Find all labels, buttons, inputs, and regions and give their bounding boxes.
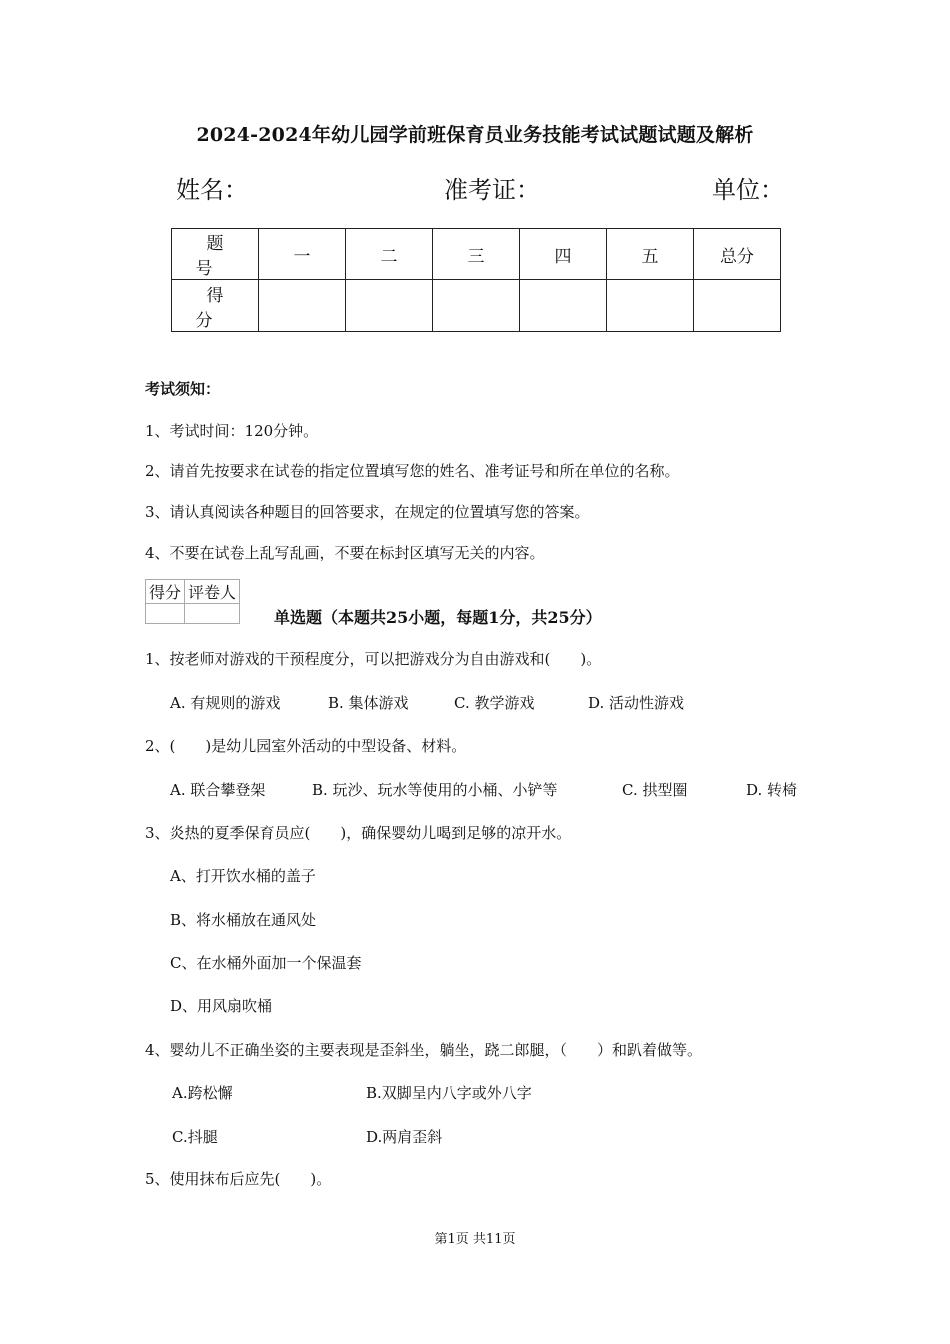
q2-option-a: A. 联合攀登架 <box>170 781 266 799</box>
q3-option-d: D、用风扇吹桶 <box>170 997 273 1015</box>
q1-option-a: A. 有规则的游戏 <box>170 694 281 712</box>
score-table-cell: 二 <box>346 229 433 280</box>
q4-option-c: C.抖腿 <box>172 1128 218 1146</box>
page-footer: 第1页 共11页 <box>434 1232 516 1247</box>
score-table-cell: 一 <box>259 229 346 280</box>
q4-option-b: B.双脚呈内八字或外八字 <box>366 1084 532 1102</box>
name-label: 姓名： <box>176 176 248 204</box>
ticket-label: 准考证： <box>444 176 540 204</box>
question-1: 1、按老师对游戏的干预程度分，可以把游戏分为自由游戏和( )。 <box>145 650 602 668</box>
score-table-cell: 总分 <box>694 229 781 280</box>
score-input-cell[interactable] <box>259 280 346 332</box>
score-table <box>171 228 781 332</box>
score-table-cell: 四 <box>520 229 607 280</box>
score-input-cell[interactable] <box>433 280 520 332</box>
score-input-cell[interactable] <box>520 280 607 332</box>
grader-score-cell[interactable] <box>146 604 185 624</box>
score-table-cell: 三 <box>433 229 520 280</box>
q1-option-c: C. 教学游戏 <box>454 694 535 712</box>
notice-heading: 考试须知： <box>145 380 221 398</box>
q1-option-b: B. 集体游戏 <box>328 694 409 712</box>
notice-item: 4、不要在试卷上乱写乱画，不要在标封区填写无关的内容。 <box>145 544 545 562</box>
notice-item: 3、请认真阅读各种题目的回答要求，在规定的位置填写您的答案。 <box>145 503 590 521</box>
q3-option-b: B、将水桶放在通风处 <box>170 911 317 929</box>
score-input-cell[interactable] <box>607 280 694 332</box>
grader-score-label: 得分 <box>146 580 185 604</box>
unit-label: 单位： <box>712 176 784 204</box>
q2-option-b: B. 玩沙、玩水等使用的小桶、小铲等 <box>312 781 558 799</box>
grader-label: 评卷人 <box>185 580 240 604</box>
score-table-cell: 五 <box>607 229 694 280</box>
exam-title: 2024-2024年幼儿园学前班保育员业务技能考试试题试题及解析 <box>196 124 754 146</box>
q2-option-d: D. 转椅 <box>746 781 798 799</box>
section-heading: 单选题（本题共25小题，每题1分，共25分） <box>274 608 602 627</box>
question-4: 4、婴幼儿不正确坐姿的主要表现是歪斜坐，躺坐，跷二郎腿，（ ）和趴着做等。 <box>145 1041 703 1059</box>
score-input-cell[interactable] <box>346 280 433 332</box>
grader-table <box>145 579 240 624</box>
q2-option-c: C. 拱型圈 <box>622 781 688 799</box>
question-2: 2、( )是幼儿园室外活动的中型设备、材料。 <box>145 737 467 755</box>
question-3: 3、炎热的夏季保育员应( )，确保婴幼儿喝到足够的凉开水。 <box>145 824 572 842</box>
question-5: 5、使用抹布后应先( )。 <box>145 1170 332 1188</box>
score-table-score-row <box>172 280 781 332</box>
score-table-cell: 得 分 <box>172 280 259 332</box>
notice-item: 2、请首先按要求在试卷的指定位置填写您的姓名、准考证号和所在单位的名称。 <box>145 462 680 480</box>
q3-option-c: C、在水桶外面加一个保温套 <box>170 954 362 972</box>
q1-option-d: D. 活动性游戏 <box>588 694 685 712</box>
score-input-cell[interactable] <box>694 280 781 332</box>
grader-name-cell[interactable] <box>185 604 240 624</box>
score-table-header-row <box>172 229 781 280</box>
q4-option-a: A.跨松懈 <box>172 1084 233 1102</box>
q3-option-a: A、打开饮水桶的盖子 <box>170 867 316 885</box>
score-table-cell: 题 号 <box>172 229 259 280</box>
q4-option-d: D.两肩歪斜 <box>366 1128 443 1146</box>
notice-item: 1、考试时间：120分钟。 <box>145 422 319 440</box>
